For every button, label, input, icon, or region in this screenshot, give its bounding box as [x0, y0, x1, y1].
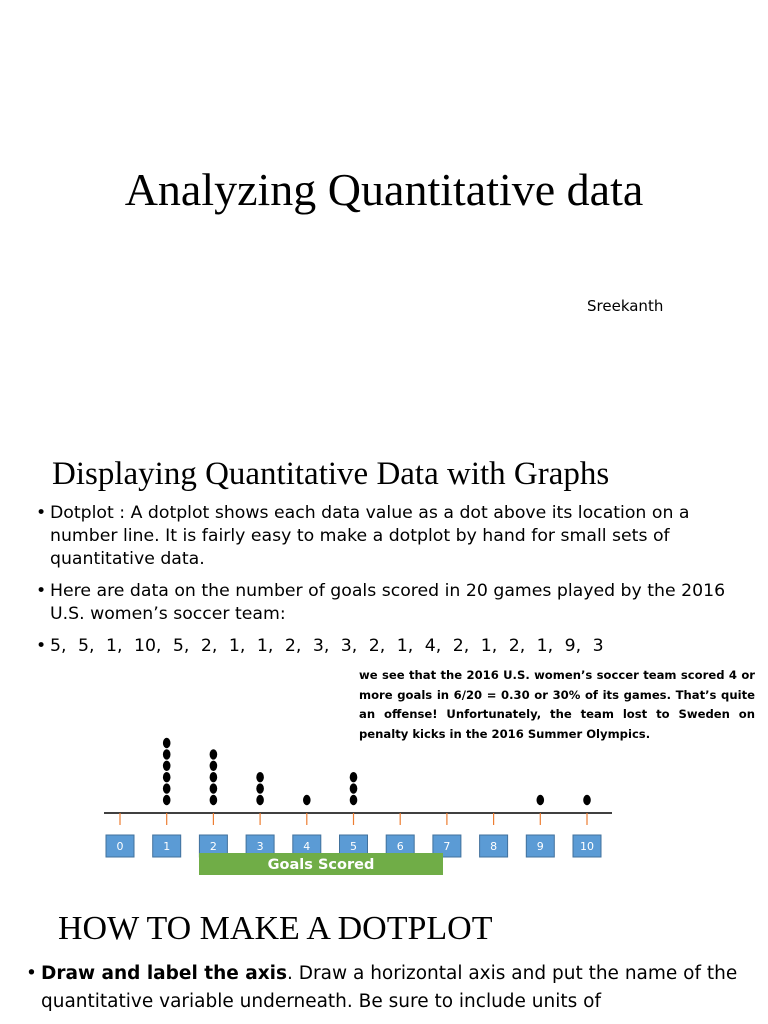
how-to-slide	[0, 900, 768, 1024]
bullet-list	[26, 960, 756, 1016]
data-dot	[350, 772, 358, 782]
data-dot	[163, 749, 171, 759]
dotplot-slide	[0, 440, 768, 900]
data-dot	[210, 783, 218, 793]
tick-label: 6	[396, 840, 404, 853]
bullet-dotplot-definition: • Dotplot : A dotplot shows each data value as a dot above its location on a number line. It is fairly easy to make a dotplot by hand for small sets of quantitative data.	[36, 502, 736, 571]
title-slide	[0, 0, 768, 440]
bullet-data-values: • 5, 5, 1, 10, 5, 2, 1, 1, 2, 3, 3, 2, 1, 4, 2, 1, 2, 1, 9, 3	[36, 635, 736, 658]
data-dot	[163, 783, 171, 793]
tick-label: 2	[209, 840, 217, 853]
data-dot	[583, 795, 591, 805]
data-dot	[210, 772, 218, 782]
step-heading: Draw and label the axis	[41, 963, 288, 984]
tick-label: 4	[303, 840, 311, 853]
data-dot	[303, 795, 311, 805]
x-axis-label: Goals Scored	[267, 857, 375, 873]
data-dot	[163, 761, 171, 771]
tick-label: 7	[443, 840, 451, 853]
data-dot	[163, 738, 171, 748]
data-dot	[163, 795, 171, 805]
data-dot	[210, 795, 218, 805]
tick-label: 10	[580, 840, 594, 853]
dotplot-chart	[0, 660, 768, 873]
author-name: Sreekanth	[587, 297, 664, 315]
tick-label: 0	[116, 840, 124, 853]
tick-label: 5	[350, 840, 357, 853]
tick-label: 9	[536, 840, 544, 853]
tick-label: 8	[490, 840, 498, 853]
data-dot	[210, 761, 218, 771]
tick-label: 1	[163, 840, 171, 853]
slide-title: HOW TO MAKE A DOTPLOT	[58, 910, 493, 947]
presentation-title: Analyzing Quantitative data	[124, 164, 644, 215]
data-dot	[350, 795, 358, 805]
slide-title: Displaying Quantitative Data with Graphs	[52, 456, 610, 492]
bullet-data-intro: • Here are data on the number of goals scored in 20 games played by the 2016 U.S. women’s soccer team:	[36, 580, 736, 626]
data-dot	[256, 783, 264, 793]
data-dot	[163, 772, 171, 782]
data-dot	[210, 749, 218, 759]
data-dot	[537, 795, 545, 805]
bullet-list	[36, 502, 736, 667]
bullet-step-axis	[26, 960, 756, 1016]
data-dot	[256, 772, 264, 782]
dotplot-annotation: we see that the 2016 U.S. women’s soccer team scored 4 or more goals in 6/20 = 0.30 or 30% of its games. That’s quite an offense! Unfortunately, the team lost to Sweden on penalty kicks in the 2016 Summer Olympics.	[359, 668, 755, 741]
data-dot	[350, 783, 358, 793]
data-dot	[256, 795, 264, 805]
step-text: . Draw a horizontal axis and put the name of the quantitative variable underneath. Be sure to include units of	[41, 963, 738, 1012]
tick-label: 3	[256, 840, 264, 853]
